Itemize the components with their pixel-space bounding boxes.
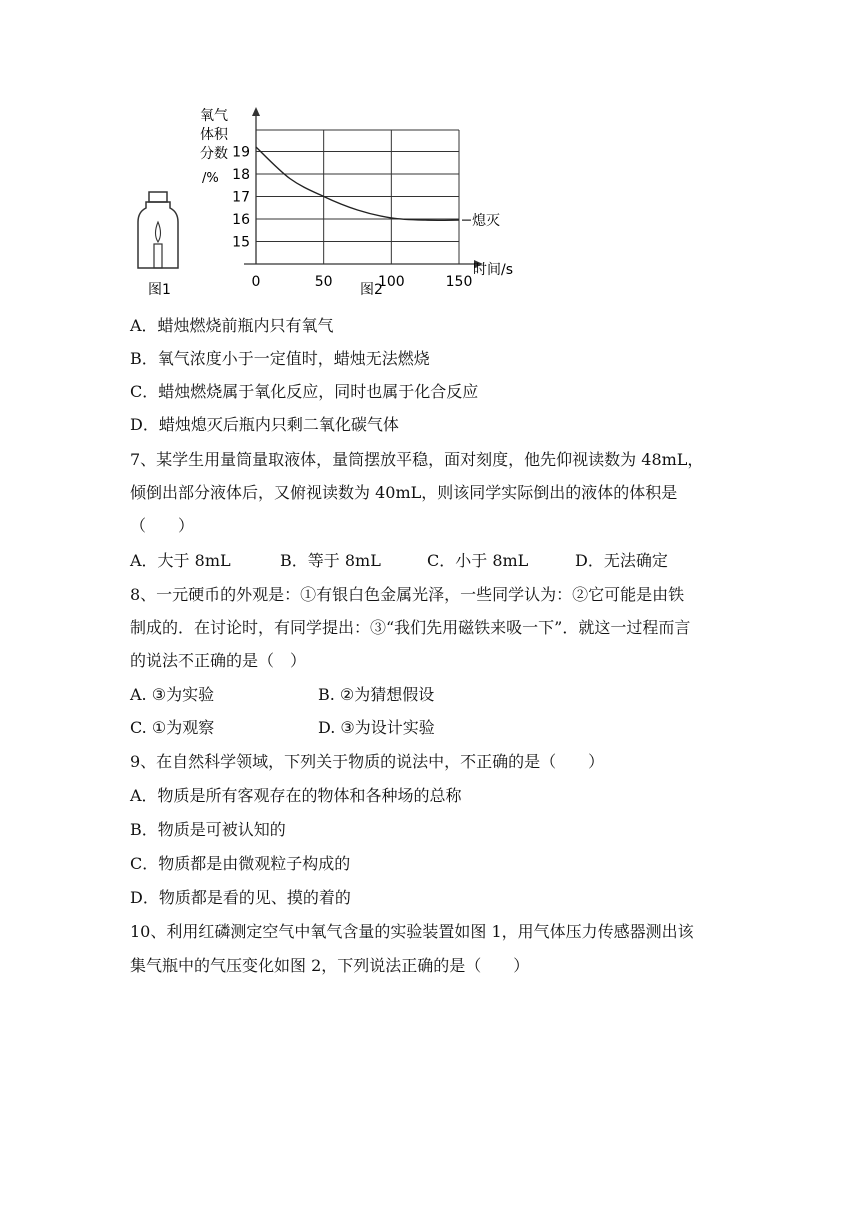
- x-tick-label: 50: [314, 274, 333, 290]
- ylabel-line-4: /%: [202, 171, 219, 186]
- q6-option-b: B．氧气浓度小于一定值时，蜡烛无法燃烧: [130, 349, 430, 368]
- q9-stem: 9、在自然科学领域，下列关于物质的说法中，不正确的是（ ）: [130, 752, 605, 771]
- q7-option-d: D．无法确定: [575, 551, 668, 570]
- y-tick-label: 15: [232, 234, 250, 251]
- x-tick-label: 150: [445, 274, 473, 290]
- chart-grid: [256, 130, 459, 264]
- candle: [154, 244, 162, 268]
- y-axis-arrow: [252, 107, 260, 116]
- flame-icon: [156, 222, 161, 242]
- q6-option-c: C．蜡烛燃烧属于氧化反应，同时也属于化合反应: [130, 382, 479, 401]
- ylabel-line-2: 体积: [200, 127, 228, 143]
- bottle-outline: [138, 202, 178, 268]
- q7-line-3: （ ）: [130, 516, 195, 535]
- q10-line-2: 集气瓶中的气压变化如图 2，下列说法正确的是（ ）: [130, 956, 530, 975]
- q9-option-b: B．物质是可被认知的: [130, 820, 286, 839]
- figure-svg: [128, 100, 548, 300]
- x-tick-label: 0: [251, 274, 261, 290]
- fig1-caption: 图1: [148, 282, 171, 298]
- q9-option-d: D．物质都是看的见、摸的着的: [130, 888, 351, 907]
- q7-line-1: 7、某学生用量筒量取液体，量筒摆放平稳，面对刻度，他先仰视读数为 48mL，: [130, 450, 704, 469]
- q8-line-2: 制成的．在讨论时，有同学提出：③“我们先用磁铁来吸一下”．就这一过程而言: [130, 618, 691, 637]
- y-tick-label: 18: [232, 167, 250, 183]
- x-tick-label: 100: [377, 274, 405, 290]
- ylabel-line-1: 氧气: [200, 108, 228, 124]
- q7-line-2: 倾倒出部分液体后，又俯视读数为 40mL，则该同学实际倒出的液体的体积是: [130, 483, 678, 502]
- y-tick-label: 19: [232, 144, 250, 161]
- x-axis-label: 时间/s: [473, 262, 514, 278]
- figure-area: [128, 100, 548, 300]
- q8-line-3: 的说法不正确的是（ ）: [130, 651, 307, 670]
- q7-option-a: A．大于 8mL: [130, 551, 231, 570]
- q8-option-c: C. ①为观察: [130, 718, 215, 737]
- q8-option-d: D. ③为设计实验: [318, 718, 435, 737]
- q6-option-a: A．蜡烛燃烧前瓶内只有氧气: [130, 316, 334, 335]
- annotation-label: 熄灭: [472, 213, 500, 230]
- q8-line-1: 8、一元硬币的外观是：①有银白色金属光泽，一些同学认为：②它可能是由铁: [130, 585, 685, 604]
- q8-option-b: B. ②为猜想假设: [318, 685, 435, 704]
- q7-option-c: C．小于 8mL: [427, 551, 529, 570]
- series-line: [256, 147, 459, 220]
- q9-option-c: C．物质都是由微观粒子构成的: [130, 854, 351, 873]
- y-tick-label: 16: [232, 212, 250, 228]
- bottle-stopper: [149, 192, 167, 202]
- q8-option-a: A. ③为实验: [130, 685, 215, 704]
- q10-line-1: 10、利用红磷测定空气中氧气含量的实验装置如图 1，用气体压力传感器测出该: [130, 922, 694, 941]
- fig2-caption: 图2: [360, 282, 383, 298]
- y-tick-label: 17: [232, 189, 250, 206]
- bottle-candle-illustration: [138, 192, 178, 268]
- chart-axes: [244, 107, 483, 268]
- chart-ticks: [232, 145, 472, 291]
- q6-option-d: D．蜡烛熄灭后瓶内只剩二氧化碳气体: [130, 415, 399, 434]
- ylabel-line-3: 分数: [200, 146, 228, 162]
- q7-option-b: B．等于 8mL: [280, 551, 381, 570]
- q9-option-a: A．物质是所有客观存在的物体和各种场的总称: [130, 786, 462, 805]
